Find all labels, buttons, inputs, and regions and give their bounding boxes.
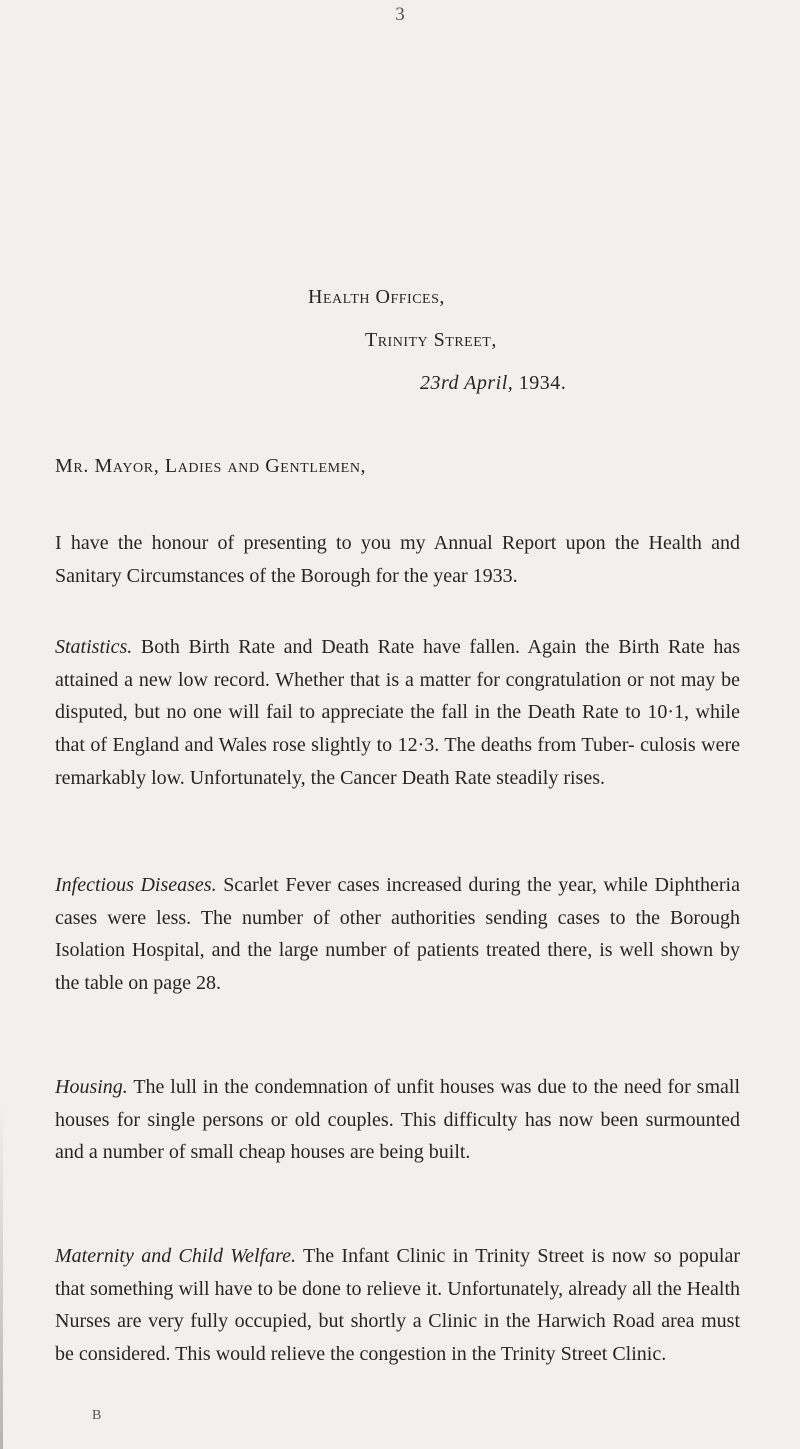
page-edge-shadow [0, 1100, 3, 1449]
infectious-diseases-paragraph [55, 869, 740, 1000]
infectious-diseases-text: Scarlet Fever cases increased during the year, while Diphtheria cases were less. The number of other authorities sending cases to the Borough Isolation Hospital, and the large number of patients treated there, is well shown by the table on page 28. [55, 874, 740, 995]
salutation: Mr. Mayor, Ladies and Gentlemen, [55, 455, 367, 477]
statistics-paragraph [55, 631, 740, 795]
address-date-year: 1934. [518, 372, 567, 394]
maternity-heading: Maternity and Child Welfare. [55, 1245, 297, 1267]
housing-paragraph [55, 1071, 740, 1169]
maternity-text: The Infant Clinic in Trinity Street is now so popular that something will have to be done to relieve it. Unfortunately, already all the Health Nurses are very fully occupied, but shortly a Clinic in the Harwich Road area must be considered. This would relieve the congestion in the Trinity Street Clinic. [55, 1245, 740, 1366]
statistics-text: Both Birth Rate and Death Rate have fallen. Again the Birth Rate has attained a new low record. Whether that is a matter for congratulation or not may be disputed, but no one will fail to appreciate the fall in the Death Rate to 10·1, while that of England and Wales rose slightly to 12·3. The deaths from Tuber- culosis were remarkably low. Unfortunately, the Cancer Death Rate steadily rises. [55, 636, 740, 789]
intro-paragraph: I have the honour of presenting to you my Annual Report upon the Health and Sanitary Circumstances of the Borough for the year 1933. [55, 532, 740, 587]
housing-text: The lull in the condemnation of unfit houses was due to the need for small houses for single persons or old couples. This difficulty has now been surmounted and a number of small cheap houses are being built. [55, 1076, 741, 1164]
address-line-2: Trinity Street, [365, 329, 497, 351]
infectious-diseases-heading: Infectious Diseases. [55, 874, 217, 896]
page-number: 3 [395, 4, 405, 25]
signature-mark: B [92, 1408, 102, 1423]
address-line-1: Health Offices, [308, 286, 445, 308]
address-date-day: 23rd April, [420, 372, 514, 394]
maternity-paragraph [55, 1240, 740, 1371]
address-date [0, 372, 800, 395]
statistics-heading: Statistics. [55, 636, 133, 658]
housing-heading: Housing. [55, 1076, 128, 1098]
